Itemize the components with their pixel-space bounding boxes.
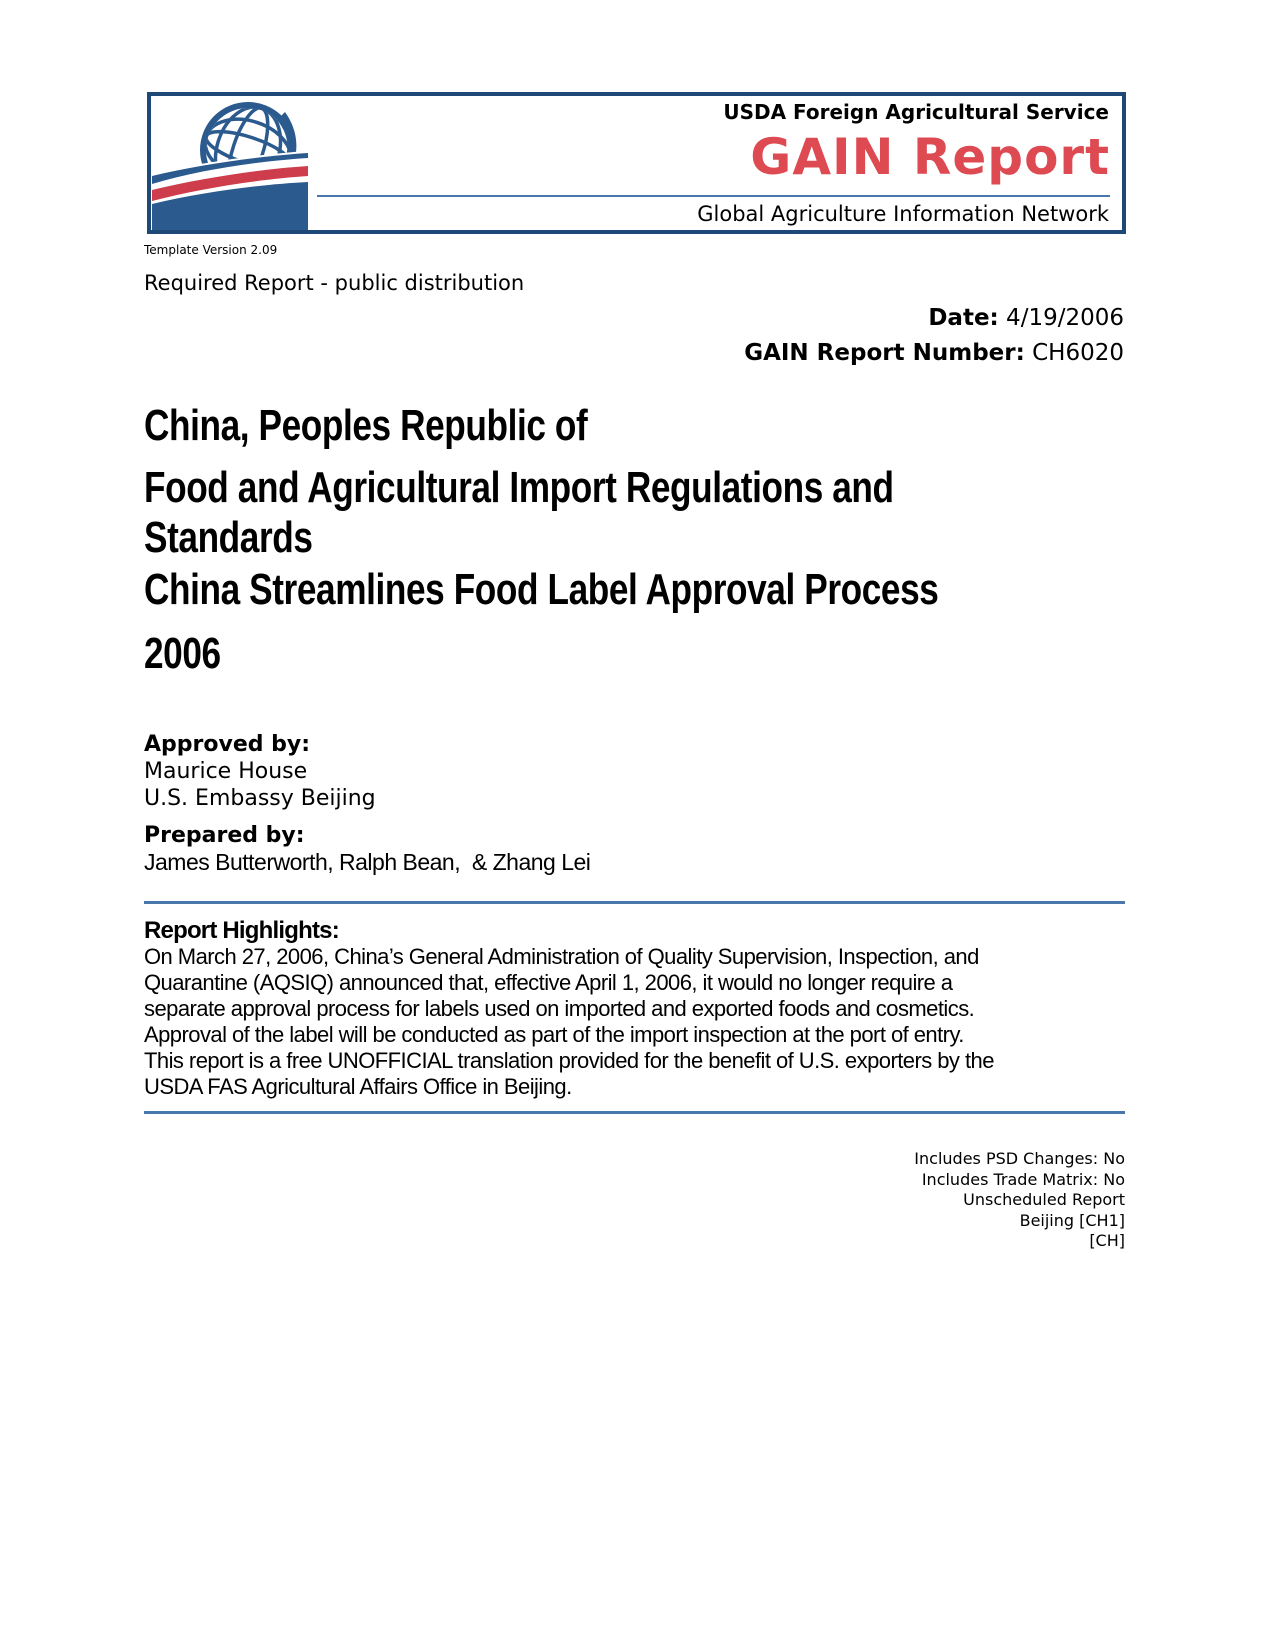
section-divider-bottom	[144, 1111, 1125, 1114]
highlights-line: Quarantine (AQSIQ) announced that, effective April 1, 2006, it would no longer require a	[144, 970, 953, 995]
prepared-by-block	[144, 822, 590, 876]
psd-changes-flag: Includes PSD Changes: No	[914, 1149, 1125, 1168]
approved-by-label: Approved by:	[144, 732, 311, 757]
usda-fas-globe-logo	[152, 98, 310, 230]
date-value: 4/19/2006	[998, 305, 1124, 331]
highlights-line: On March 27, 2006, China’s General Administration of Quality Supervision, Inspection, and	[144, 944, 979, 969]
year-title: 2006	[144, 629, 221, 678]
country-code: [CH]	[1089, 1231, 1125, 1250]
network-subtitle: Global Agriculture Information Network	[697, 202, 1109, 226]
post-code: Beijing [CH1]	[1019, 1210, 1125, 1230]
report-title: China Streamlines Food Label Approval Process	[144, 565, 939, 614]
approved-by-block	[144, 731, 376, 812]
header-box	[147, 92, 1126, 234]
report-meta	[744, 301, 1124, 371]
approved-by-org: U.S. Embassy Beijing	[144, 786, 376, 811]
report-number-value: CH6020	[1024, 340, 1124, 366]
template-version: Template Version 2.09	[144, 243, 278, 257]
subject-title-line2: Standards	[144, 513, 313, 562]
highlights-line: separate approval process for labels used on imported and exported foods and cosmetics.	[144, 996, 975, 1021]
section-divider-top	[144, 901, 1125, 904]
highlights-line: USDA FAS Agricultural Affairs Office in Beijing.	[144, 1074, 572, 1099]
prepared-by-names: James Butterworth, Ralph Bean, & Zhang Lei	[144, 849, 591, 875]
subject-title-line1: Food and Agricultural Import Regulations and	[144, 463, 894, 512]
date-label: Date:	[928, 305, 999, 331]
report-number	[744, 336, 1124, 371]
prepared-by-label: Prepared by:	[144, 823, 305, 848]
country-title: China, Peoples Republic of	[144, 401, 588, 450]
report-number-label: GAIN Report Number:	[744, 340, 1025, 366]
gain-report-brand: GAIN Report	[750, 128, 1110, 186]
report-highlights-label: Report Highlights:	[144, 917, 339, 944]
header-divider	[317, 195, 1110, 197]
distribution-note: Required Report - public distribution	[144, 271, 525, 295]
agency-title: USDA Foreign Agricultural Service	[723, 100, 1109, 124]
report-highlights-text	[144, 944, 994, 1100]
report-flags-block	[914, 1149, 1125, 1252]
highlights-line: This report is a free UNOFFICIAL translation provided for the benefit of U.S. exporters by the	[144, 1048, 994, 1073]
schedule-status: Unscheduled Report	[963, 1190, 1125, 1209]
report-date	[744, 301, 1124, 336]
approved-by-name: Maurice House	[144, 759, 308, 784]
highlights-line: Approval of the label will be conducted as part of the import inspection at the port of entry.	[144, 1022, 964, 1047]
trade-matrix-flag: Includes Trade Matrix: No	[921, 1169, 1125, 1189]
